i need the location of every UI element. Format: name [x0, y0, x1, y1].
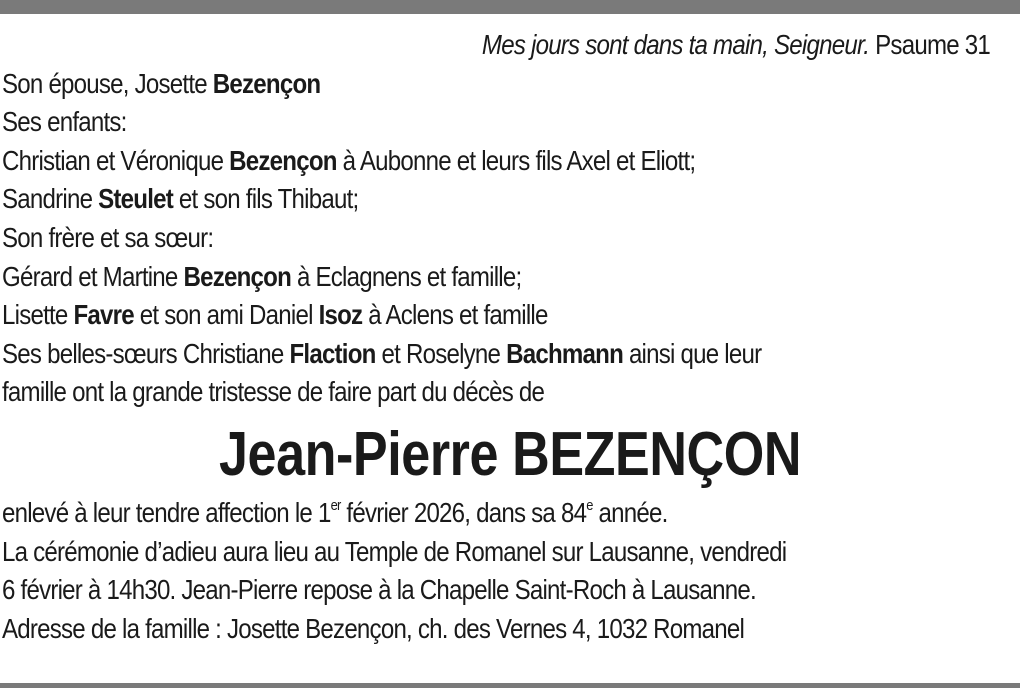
sibling-line-1	[2, 258, 876, 297]
child-line-2	[2, 180, 876, 219]
inlaws-surname: Flaction	[289, 337, 376, 369]
bottom-divider	[0, 683, 1020, 688]
age-superscript: e	[586, 496, 593, 514]
affection-text-c: année.	[592, 496, 668, 528]
inlaws-surname2: Bachmann	[506, 337, 624, 369]
deceased-name: Jean-Pierre BEZENÇON	[218, 419, 802, 489]
child1-prefix: Christian et Véronique	[2, 144, 224, 176]
affection-line	[2, 494, 876, 533]
child1-surname: Bezençon	[229, 144, 337, 176]
affection-text-a: enlevé à leur tendre affection le 1	[2, 496, 331, 528]
resting-line: 6 février à 14h30. Jean-Pierre repose à la Chapelle Saint-Roch à Lausanne.	[2, 574, 756, 606]
children-heading: Ses enfants:	[2, 106, 127, 138]
inlaws-line	[2, 335, 876, 374]
top-divider	[0, 0, 1020, 14]
sibling2-middle: et son ami Daniel	[139, 299, 313, 331]
siblings-heading: Son frère et sa sœur:	[2, 221, 214, 253]
sibling1-surname: Bezençon	[183, 260, 292, 292]
address-line: Adresse de la famille : Josette Bezençon, ch. des Vernes 4, 1032 Romanel	[2, 612, 745, 644]
announcement-line: famille ont la grande tristesse de faire part du décès de	[2, 376, 545, 408]
child-line-1	[2, 142, 876, 181]
sibling2-suffix: à Aclens et famille	[368, 299, 548, 331]
sibling1-prefix: Gérard et Martine	[2, 260, 178, 292]
spouse-line	[2, 65, 876, 104]
ordinal-superscript: er	[330, 496, 341, 514]
sibling2-surname2: Isoz	[318, 299, 363, 331]
epigraph	[140, 26, 990, 65]
sibling2-surname: Favre	[73, 299, 134, 331]
child2-suffix: et son fils Thibaut;	[178, 183, 359, 215]
spouse-prefix: Son épouse, Josette	[2, 67, 207, 99]
affection-text-b: février 2026, dans sa 84	[340, 496, 587, 528]
spouse-surname: Bezençon	[212, 67, 321, 99]
child1-suffix: à Aubonne et leurs fils Axel et Eliott;	[342, 144, 696, 176]
child2-prefix: Sandrine	[2, 183, 93, 215]
inlaws-middle: et Roselyne	[381, 337, 501, 369]
sibling2-prefix: Lisette	[2, 299, 68, 331]
obituary-notice	[2, 26, 1018, 648]
epigraph-reference: Psaume 31	[875, 29, 990, 60]
sibling1-suffix: à Eclagnens et famille;	[296, 260, 522, 292]
epigraph-verse: Mes jours sont dans ta main, Seigneur.	[481, 29, 870, 60]
inlaws-suffix: ainsi que leur	[628, 337, 762, 369]
inlaws-prefix: Ses belles-sœurs Christiane	[2, 337, 284, 369]
sibling-line-2	[2, 296, 876, 335]
child2-surname: Steulet	[98, 183, 174, 215]
ceremony-line: La cérémonie d’adieu aura lieu au Temple de Romanel sur Lausanne, vendredi	[2, 535, 787, 567]
